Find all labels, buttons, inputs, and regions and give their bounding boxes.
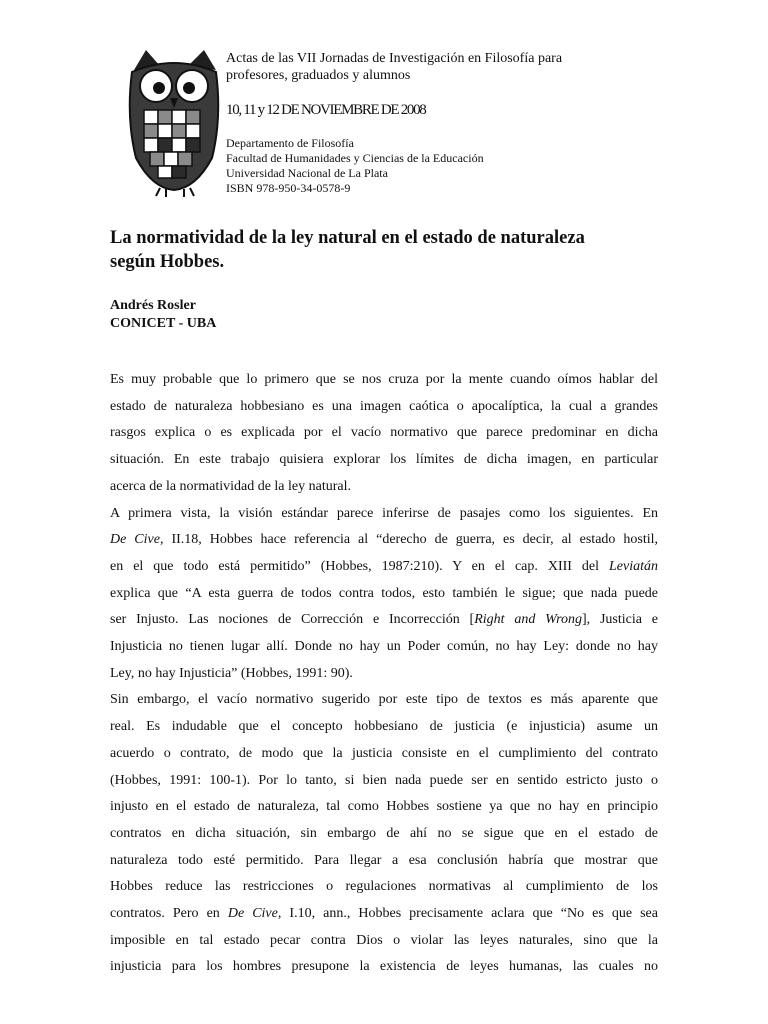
body-line: De Cive, II.18, Hobbes hace referencia al “derecho de guerra, es decir, al estado hostil, <box>110 532 659 548</box>
proceedings-title-line2: profesores, graduados y alumnos <box>226 68 411 83</box>
body-line: Hobbes reduce las restricciones o regulaciones normativas al cumplimiento de los <box>110 879 658 895</box>
body-line: rasgos explica o es explicada por el vacío normativo que parece predominar en dicha <box>110 425 658 441</box>
author-affiliation: CONICET - UBA <box>110 316 217 331</box>
body-line: Es muy probable que lo primero que se nos cruza por la mente cuando oímos hablar del <box>110 372 658 387</box>
body-line: estado de naturaleza hobbesiano es una imagen caótica o apocalíptica, la cual a grandes <box>110 398 658 414</box>
proceedings-header <box>226 50 646 196</box>
conference-date: 10, 11 y 12 DE NOVIEMBRE DE 2008 <box>226 102 426 118</box>
isbn: ISBN 978-950-34-0578-9 <box>226 181 351 195</box>
body-line: Injusticia no tienen lugar allí. Donde no hay un Poder común, no hay Ley: donde no hay <box>110 639 658 655</box>
body-line: A primera vista, la visión estándar parece inferirse de pasajes como los siguientes. En <box>110 505 658 521</box>
body-line: (Hobbes, 1991: 100-1). Por lo tanto, si bien nada puede ser en sentido estricto justo o <box>110 772 658 788</box>
work-title-italic: De Cive <box>110 532 160 548</box>
body-line: injusticia para los hombres presupone la existencia de leyes humanas, las cuales no <box>110 959 658 975</box>
body-line: acerca de la normatividad de la ley natural. <box>110 478 351 494</box>
body-line: explica que “A esta guerra de todos contra todos, esto también le sigue; que nada puede <box>110 585 658 601</box>
body-line: real. Es indudable que el concepto hobbesiano de justicia (e injusticia) asume un <box>110 719 658 735</box>
author-name: Andrés Rosler <box>110 298 196 313</box>
body-line: en el que todo está permitido” (Hobbes, 1987:210). Y en el cap. XIII del Leviatán <box>110 558 658 574</box>
paragraph-2 <box>110 501 658 688</box>
work-title-italic: De Cive <box>227 906 278 922</box>
paper-body <box>110 367 658 981</box>
body-line: imposible en tal estado pecar contra Dios o violar las leyes naturales, sino que la <box>110 932 658 948</box>
body-line: acuerdo o contrato, de modo que la justicia consiste en el cumplimiento del contrato <box>110 745 658 761</box>
term-italic: Right and Wrong <box>474 612 582 628</box>
faculty-name: Facultad de Humanidades y Ciencias de la Educación <box>226 151 484 165</box>
body-line: contratos en dicha situación, sin embargo de ahí no se sigue que en el estado de <box>110 825 658 841</box>
body-line: Ley, no hay Injusticia” (Hobbes, 1991: 90). <box>110 665 353 681</box>
body-line: naturaleza todo esté permitido. Para llegar a esa conclusión habría que mostrar que <box>110 852 658 868</box>
paper-title-line2: según Hobbes. <box>110 252 225 272</box>
owl-logo-icon <box>126 48 222 198</box>
author-block <box>110 297 216 333</box>
paragraph-3 <box>110 687 658 981</box>
body-line: injusto en el estado de naturaleza, tal como Hobbes sostiene ya que no hay en principio <box>110 799 658 815</box>
body-line: situación. En este trabajo quisiera explorar los límites de dicha imagen, en particular <box>110 452 658 468</box>
body-line: Sin embargo, el vacío normativo sugerido por este tipo de textos es más aparente que <box>110 692 658 708</box>
proceedings-title-line1: Actas de las VII Jornadas de Investigación en Filosofía para <box>226 51 563 66</box>
university-name: Universidad Nacional de La Plata <box>226 166 388 180</box>
work-title-italic: Leviatán <box>609 558 658 574</box>
department-name: Departamento de Filosofía <box>226 136 354 150</box>
paper-title <box>110 226 670 274</box>
institution-block <box>226 136 646 196</box>
paper-title-line1: La normatividad de la ley natural en el estado de naturaleza <box>110 228 585 248</box>
paragraph-1 <box>110 367 658 501</box>
body-line: ser Injusto. Las nociones de Corrección e Incorrección [Right and Wrong], Justicia e <box>110 612 658 628</box>
body-line: contratos. Pero en De Cive, I.10, ann., Hobbes precisamente aclara que “No es que sea <box>110 906 658 922</box>
